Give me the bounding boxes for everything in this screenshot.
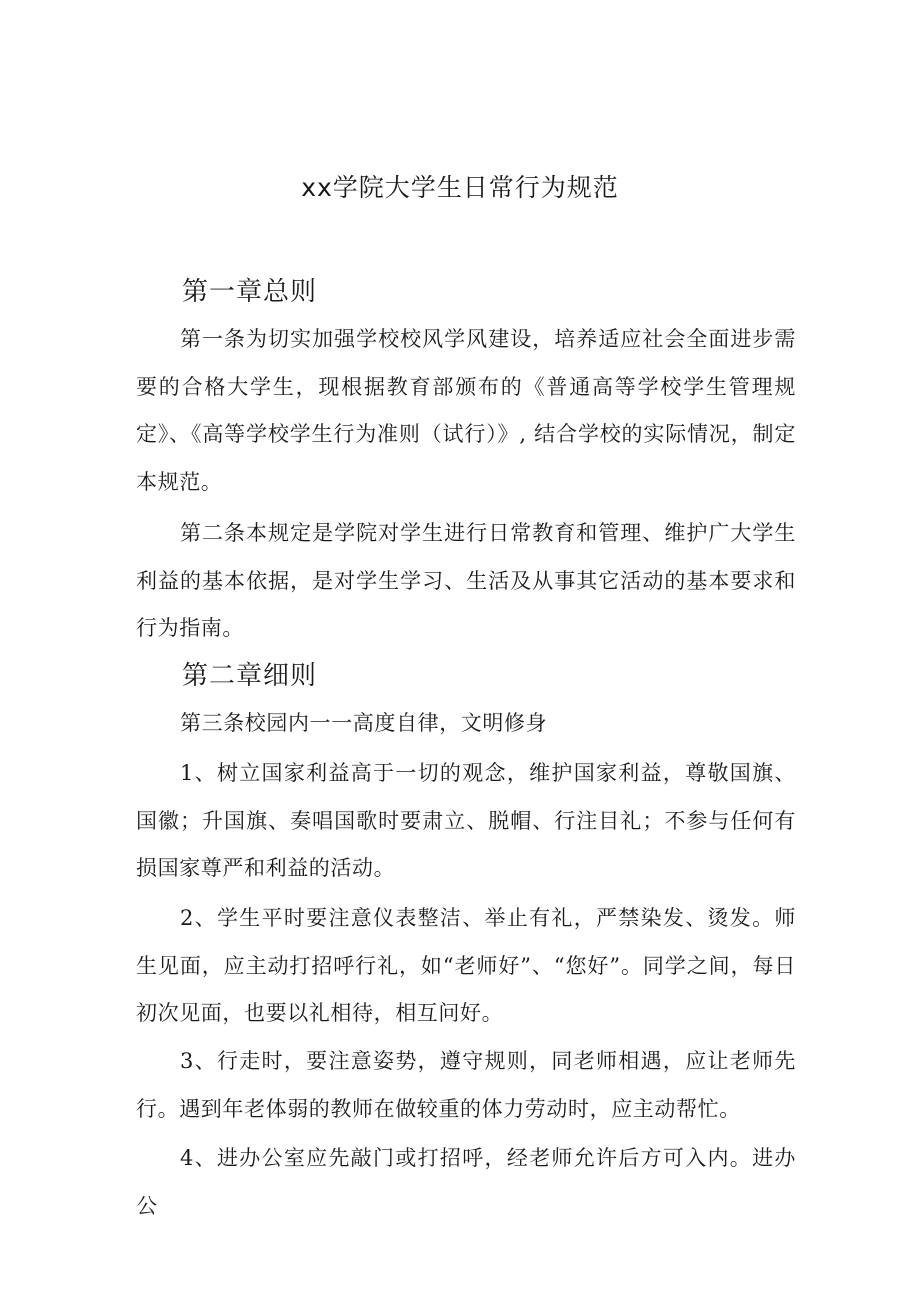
article-2-paragraph: 第二条本规定是学院对学生进行日常教育和管理、维护广大学生利益的基本依据，是对学生学习、生活及从事其它活动的基本要求和行为指南。 (136, 521, 796, 640)
rule-3-paragraph: 3、行走时，要注意姿势，遵守规则，同老师相遇，应让老师先行。遇到年老体弱的教师在做较重的体力劳动时，应主动帮忙。 (136, 1049, 796, 1121)
document-title: xx学院大学生日常行为规范 (301, 173, 619, 202)
chapter-1-heading: 第一章总则 (182, 277, 318, 307)
article-1-paragraph: 第一条为切实加强学校校风学风建设，培养适应社会全面进步需要的合格大学生，现根据教育部颁布的《普通高等学校学生管理规定》、《高等学校学生行为准则（试行）》, 结合学校的实际情况，制定本规范。 (136, 327, 796, 494)
rule-4-paragraph: 4、进办公室应先敲门或打招呼，经老师允许后方可入内。进办公 (136, 1146, 796, 1218)
article-3-heading-paragraph: 第三条校园内一一高度自律，文明修身 (180, 711, 548, 735)
rule-1-paragraph: 1、树立国家利益高于一切的观念，维护国家利益，尊敬国旗、国徽；升国旗、奏唱国歌时要肃立、脱帽、行注目礼；不参与任何有损国家尊严和利益的活动。 (136, 761, 796, 880)
rule-2-paragraph: 2、学生平时要注意仪表整洁、举止有礼，严禁染发、烫发。师生见面，应主动打招呼行礼，如“老师好”、“您好”。同学之间，每日初次见面，也要以礼相待，相互问好。 (136, 906, 796, 1025)
chapter-2-heading: 第二章细则 (182, 661, 318, 691)
